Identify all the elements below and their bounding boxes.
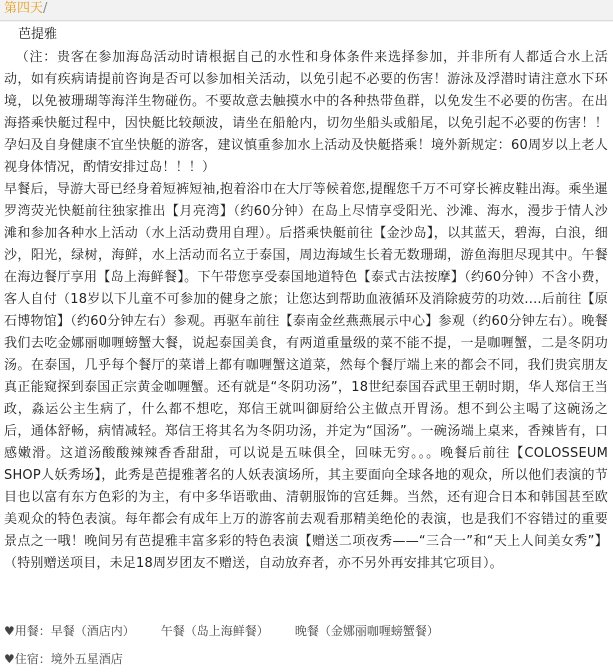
day-label: 第四天: [4, 1, 44, 16]
section-title: 芭提雅: [18, 27, 58, 42]
itinerary-description: 早餐后，导游大哥已经身着短裤短袖,抱着浴巾在大厅等候着您,提醒您千万不可穿长裤皮鞋出海。乘坐暹罗湾荧光快艇前往独家推出【月亮湾】（约60分钟）在岛上尽情享受阳光、沙滩、海水，漫步于情人沙滩和参加各种水上活动（水上活动费用自理）。后搭乘快艇前往【金沙岛】，以其蓝天，碧海，白浪，细沙，阳光，绿树，海鲜，水上活动而名立于泰国，周边海域生长着无数珊瑚，游鱼海胆尽现其中。午餐在海边餐厅享用【岛上海鲜餐】。下午带您享受泰国地道特色【泰式古法按摩】（约60分钟）不含小费，客人自付（18岁以下儿童不可参加的健身之旅；让您达到帮助血液循环及消除疲劳的功效....后前往【原石博物馆】（约60分钟左右）参观。再驱车前往【泰南金丝燕燕展示中心】参观（约60分钟左右）。晚餐我们去吃金娜丽咖喱螃蟹大餐，说起泰国美食，有两道重量级的菜不能不提，一是咖喱蟹，二是冬阴功汤。在泰国，几乎每个餐厅的菜谱上都有咖喱蟹这道菜，然每个餐厅端上来的都会不同，我们贵宾朋友真正能窥探到泰国正宗黄金咖喱蟹。还有就是“冬阴功汤”，18世纪泰国吞武里王朝时期，华人郑信王当政，淼运公主生病了，什么都不想吃，郑信王就叫御厨给公主做点开胃汤。想不到公主喝了这碗汤之后，通体舒畅，病情减轻。郑信王将其名为冬阴功汤，并定为“国汤”。一碗汤端上桌来，香辣皆有，口感嫩滑。这道汤酸酸辣辣香香甜甜，可以说是五味俱全，回味无穷。。。晚餐后前往【COLOSSEUM SHOP人妖秀场】，此秀是芭提雅著名的人妖表演场所，其主要面向全球各地的观众，所以他们表演的节目也以富有东方色彩的为主，有中多华语歌曲、清朝服饰的宫廷舞。当然，还有迎合日本和韩国甚至欧美观众的特色表演。每年都会有成年上万的游客前去观看那精美绝伦的表演，也是我们不容错过的重要景点之一哦！晚间另有芭提雅丰富多彩的特色表演【赠送二项夜秀——“三合一”和“天上人间美女秀”】（特别赠送项目，未足18周岁团友不赠送，自动放弃者，亦不另外再安排其它项目）。: [4, 182, 608, 571]
hotel-row: [4, 650, 123, 668]
heart-icon: ♥: [4, 652, 15, 666]
header-divider: [0, 20, 613, 21]
meals-label: 用餐：: [14, 624, 51, 638]
breadcrumb-separator: /: [43, 1, 48, 16]
hotel-value: 境外五星酒店: [50, 652, 123, 666]
itinerary-body: [4, 47, 608, 575]
meal-dinner: 晚餐（金娜丽咖喱螃蟹餐）: [294, 624, 439, 638]
meals-row: [4, 622, 465, 640]
safety-note: （注：贵客在参加海岛活动时请根据自己的水性和身体条件来选择参加，并非所有人都适合水上活动，如有疾病请提前咨询是否可以参加相关活动，以免引起不必要的伤害！游泳及浮潜时请注意水下环境，以免被珊瑚等海洋生物碰伤。不要故意去触摸水中的各种热带鱼群，以免发生不必要的伤害。在出海搭乘快艇过程中，因快艇比较颠波，请坐在船舱内，切勿坐船头或船尾，以免引起不必要的伤害！！孕妇及自身健康不宜坐快艇的游客，建议慎重参加水上活动及快艇搭乘！境外新规定：60周岁以上老人视身体情况，酌情安排过岛！！！）: [4, 50, 608, 175]
meal-breakfast: 早餐（酒店内）: [50, 624, 135, 638]
heart-icon: ♥: [4, 624, 15, 638]
meal-lunch: 午餐（岛上海鲜餐）: [160, 624, 269, 638]
hotel-label: 住宿：: [14, 652, 51, 666]
day-header: [0, 0, 613, 22]
